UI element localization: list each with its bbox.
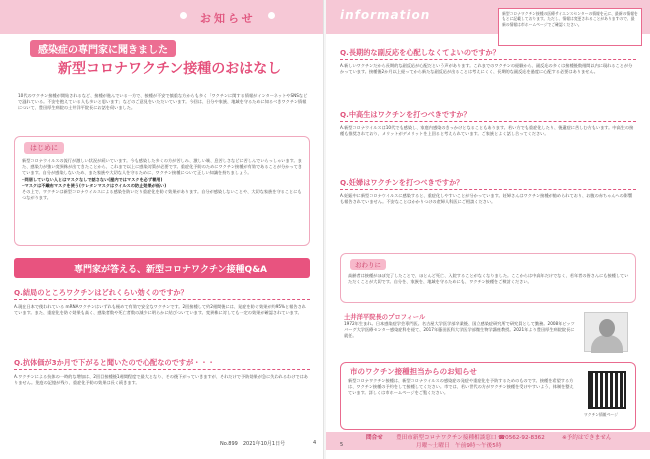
contact-note: ※予約はできません: [562, 435, 612, 441]
answer-1: A.現在日本で使われている mRNAワクチンはいずれも極めて有効で安全なワクチンです。2回接種して約2週間後には、発症を防ぐ効果が約95%と報告されています。また、重症化を防ぐ効果も高く、感染者数や死亡者数の減少に明らかに結びついています。変異株に対しても一定の効果が確認されています。: [14, 304, 306, 316]
feature-kicker: 感染症の専門家に聞きました: [30, 40, 176, 57]
notice-box: 新型コロナワクチン接種の医療サイエンスセンターの情報を元に、最新の情報をもとに記載しております。ただし、情報は変更されることがありますので、最新の情報は市ホームページでご確認ください。: [498, 8, 642, 46]
hajime-text: 新型コロナウイルスの流行が激しい状況が続いています。今も感染した多くの方が苦しみ、激しい咳、息苦しさなどに苦しんでいらっしゃいます。また、感染力が強い変異株が出てきたことから、これまで以上に感染対策が必要です。重症化予防のためにワクチン接種が有効であることが分かってきています。自分が感染しないため、また家族や大切な人を守るために、ワクチン接種について正しい知識を持ちましょう。: [22, 158, 303, 176]
photo-head: [599, 319, 615, 337]
left-page: [0, 0, 324, 459]
question-divider: [14, 369, 310, 370]
hajime-bold-1: ─同居していない人とはマスクなしで話さない(屋内ではマスクを必ず着用): [22, 176, 163, 182]
question-divider: [340, 121, 636, 122]
issue-info: No.899 2021年10月1日号: [220, 441, 286, 447]
contact-main: 豊田市新型コロナワクチン接種相談窓口 ☎0562-92-8362: [396, 435, 545, 441]
hajime-tail: その上で、ワクチンは新型コロナウイルスによる感染を防いだり重症化を防ぐ効果があります。自分が感染しないことや、大切な家族を守ることにもつながります。: [22, 189, 302, 201]
question-2: Q.抗体価が3か月で下がると聞いたので心配なのですが・・・: [14, 358, 215, 367]
feature-title: 新型コロナワクチン接種のおはなし: [58, 61, 282, 77]
answer-4: A.新型コロナウイルスは10代でも感染し、家庭内感染のきっかけとなることもあります。若い方でも重症化したり、後遺症に苦しむ方もいます。中高生の接種も推奨されており、メリットがデメリットを上回ると考えられています。ご家族とよく話し合ってください。: [340, 125, 634, 137]
profile-title: 土井洋平院長のプロフィール: [344, 314, 426, 321]
question-4: Q.中高生はワクチンを打つべきですか？: [340, 110, 471, 119]
left-header: [0, 0, 324, 34]
answer-3: A.新しいワクチンだから長期的な副反応が心配だという声があります。これまでのワクチンの経験から、副反応の多くは接種後数週間以内に現れることが分かっています。接種後2か月以上経ってから新たな副反応が出ることは考えにくく、長期的な副反応を過度に心配する必要はありません。: [340, 63, 633, 75]
vaccine-notice-body: 新型コロナワクチン接種は、新型コロナウイルスの感染症の発症や重症化を予防するためのものです。接種を希望する方は、ワクチン接種の予約をして接種してください。市では、若い世代の方がワクチン接種を受けやすいよう、体制を整えています。詳しくは市ホームページをご覧ください。: [348, 378, 574, 396]
profile-body: 1972年生まれ。日本感染症学会専門医。名古屋大学医学部卒業後、国立感染症研究所で研究員として勤務。2008年ピッツバーグ大学医療センター感染症科を経て、2017年藤田医科大学医学部微生物学講座教授。2021年より豊田厚生病院院長に就任。: [344, 321, 575, 339]
question-divider: [340, 59, 636, 60]
question-divider: [340, 189, 636, 190]
question-divider: [14, 299, 310, 300]
question-1: Q.結局のところワクチンはどれくらい効くのですか？: [14, 288, 188, 297]
right-page: [326, 0, 650, 459]
qa-banner-title: 専門家が答える、新型コロナワクチン接種Q&A: [74, 265, 268, 275]
qr-code-label: ワクチン情報ページ: [584, 412, 618, 417]
qa-banner: [14, 258, 310, 278]
page-number-left: 4: [313, 440, 317, 446]
hajime-body: [22, 158, 304, 201]
answer-5: A.妊娠中に新型コロナウイルスに感染すると、重症化しやすいことが分かっています。妊婦さんはワクチン接種が勧められており、お腹の赤ちゃんへの影響も報告されていません。不安なことはかかりつけの産婦人科医にご相談ください。: [340, 193, 633, 205]
left-header-title: お知らせ: [200, 12, 256, 25]
decor-dot-icon: [268, 12, 275, 19]
answer-2: A.ワクチンによる抗体の一時的な増加は、2回目接種後1週間程度で最大となり、その後下がっていきますが、それだけで予防効果が急に失われるわけではありません。免疫の記憶が残り、重症化予防の効果は長く続きます。: [14, 374, 308, 386]
page-number-right: 5: [340, 442, 344, 448]
question-5: Q.妊婦はワクチンを打つべきですか？: [340, 178, 464, 187]
owari-tag: おわりに: [350, 259, 386, 270]
intro-text: 10代のワクチン接種が開始されるなど、接種が進んでいる一方で、接種が不安で慎重な方からも多く「ワクチンに関する情報がインターネットやSNSなどで溢れている。不安を抱えている人も多いと思います」などのご意見をいただいています。今回は、日分や家族、地域を守るために知るべきワクチン情報について、豊田厚生病院の土井洋平院長にお話を伺いました。: [18, 93, 308, 111]
hajime-bold-2: ─マスクは不織布マスクを使う(ウレタンマスクはウイルスの防止効果が低い): [22, 182, 167, 188]
contact-label: 問合せ: [366, 435, 383, 441]
contact-hours: 月曜〜土曜日 午前9時〜午後5時: [416, 443, 502, 449]
hajime-tag: はじめに: [24, 142, 64, 154]
qr-code-icon[interactable]: [588, 371, 626, 409]
photo-shoulders: [591, 335, 623, 353]
doctor-photo: [584, 312, 628, 352]
decor-dot-icon: [180, 12, 187, 19]
question-3: Q.長期的な副反応を心配しなくてよいのですか？: [340, 48, 500, 57]
vaccine-notice-title: 市のワクチン接種担当からのお知らせ: [350, 367, 477, 376]
right-header-title: information: [340, 8, 431, 22]
contact-bar: [326, 432, 650, 450]
owari-body: 高齢者は接種がほぼ完了したことで、ほとんど死亡、入院することがなくなりました。ここからは中高年だけでなく、若年者の皆さんにも接種していただくことが大切です。自分を、家族を、地域を守るためにも、ワクチン接種をご検討ください。: [348, 273, 629, 285]
